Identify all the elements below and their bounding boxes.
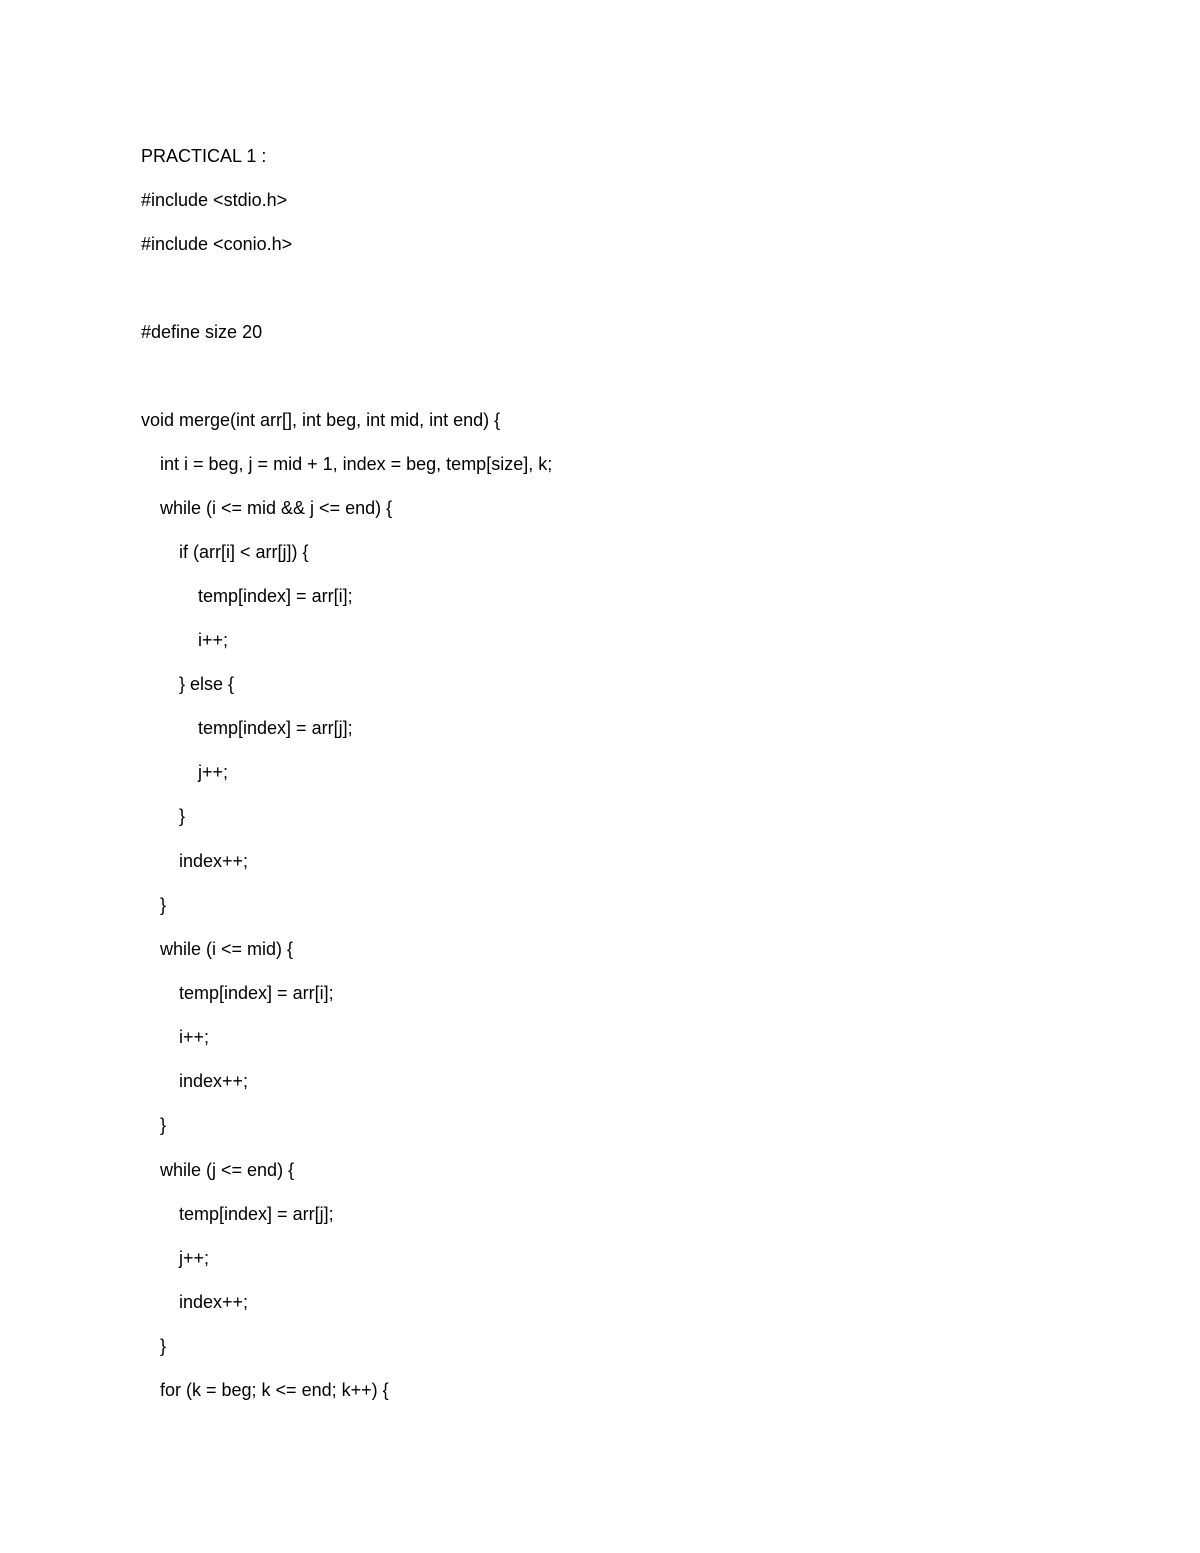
code-line: temp[index] = arr[j];: [179, 1204, 334, 1224]
code-line: j++;: [198, 762, 229, 782]
practical-heading: PRACTICAL 1 :: [141, 146, 267, 166]
code-line: while (i <= mid) {: [160, 939, 294, 959]
code-line: }: [179, 806, 186, 826]
code-line: index++;: [179, 1071, 249, 1091]
code-line: index++;: [179, 1292, 249, 1312]
code-line: for (k = beg; k <= end; k++) {: [160, 1380, 389, 1400]
code-line: void merge(int arr[], int beg, int mid, int end) {: [141, 410, 501, 430]
code-line: i++;: [179, 1027, 210, 1047]
code-line: i++;: [198, 630, 229, 650]
code-line: #define size 20: [141, 322, 263, 342]
code-line: while (j <= end) {: [160, 1160, 295, 1180]
code-line: temp[index] = arr[i];: [198, 586, 353, 606]
code-line: int i = beg, j = mid + 1, index = beg, temp[size], k;: [160, 454, 553, 474]
code-line: }: [160, 1336, 167, 1356]
code-line: }: [160, 895, 167, 915]
code-line: #include <conio.h>: [141, 234, 293, 254]
code-line: temp[index] = arr[j];: [198, 718, 353, 738]
code-line: } else {: [179, 674, 235, 694]
code-line: while (i <= mid && j <= end) {: [160, 498, 393, 518]
code-line: index++;: [179, 851, 249, 871]
code-line: if (arr[i] < arr[j]) {: [179, 542, 309, 562]
code-line: }: [160, 1115, 167, 1135]
code-line: j++;: [179, 1248, 210, 1268]
code-line: temp[index] = arr[i];: [179, 983, 334, 1003]
code-line: #include <stdio.h>: [141, 190, 288, 210]
